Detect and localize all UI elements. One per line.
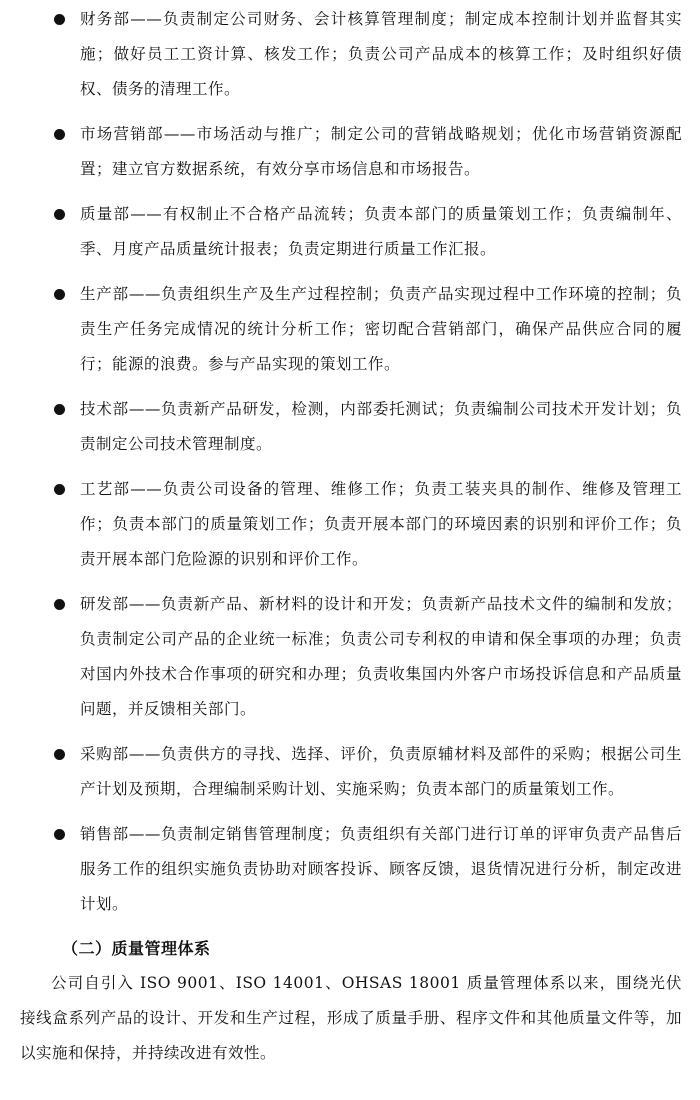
section-paragraph: 公司自引入 ISO 9001、ISO 14001、OHSAS 18001 质量管理体系以来，围绕光伏接线盒系列产品的设计、开发和生产过程，形成了质量手册、程序文件和其他质量文件等，加以实施和保持，并持续改进有效性。 [20, 974, 682, 1062]
list-item-technology [18, 392, 682, 462]
list-item-text: 工艺部——负责公司设备的管理、维修工作；负责工装夹具的制作、维修及管理工作；负责本部门的质量策划工作；负责开展本部门的环境因素的识别和评价工作；负责开展本部门危险源的识别和评价工作。 [80, 480, 682, 568]
list-item-text: 财务部——负责制定公司财务、会计核算管理制度；制定成本控制计划并监督其实施；做好员工工资计算、核发工作；负责公司产品成本的核算工作；及时组织好债权、债务的清理工作。 [80, 10, 682, 98]
list-item-text: 市场营销部——市场活动与推广；制定公司的营销战略规划；优化市场营销资源配置；建立官方数据系统，有效分享市场信息和市场报告。 [80, 125, 682, 178]
list-item-sales [18, 817, 682, 922]
bullet-icon [54, 749, 65, 760]
list-item-process [18, 472, 682, 577]
list-item-finance [18, 2, 682, 107]
section-heading: （二）质量管理体系 [62, 939, 211, 958]
bullet-icon [54, 209, 65, 220]
bullet-icon [54, 829, 65, 840]
bullet-icon [54, 14, 65, 25]
bullet-icon [54, 599, 65, 610]
list-item-text: 研发部——负责新产品、新材料的设计和开发；负责新产品技术文件的编制和发放；负责制定公司产品的企业统一标准；负责公司专利权的申请和保全事项的办理；负责对国内外技术合作事项的研究和办理；负责收集国内外客户市场投诉信息和产品质量问题，并反馈相关部门。 [80, 595, 682, 718]
list-item-marketing [18, 117, 682, 187]
list-item-rnd [18, 587, 682, 727]
list-item-text: 销售部——负责制定销售管理制度；负责组织有关部门进行订单的评审负责产品售后服务工作的组织实施负责协助对顾客投诉、顾客反馈，退货情况进行分析，制定改进计划。 [80, 825, 682, 913]
list-item-quality [18, 197, 682, 267]
list-item-text: 生产部——负责组织生产及生产过程控制；负责产品实现过程中工作环境的控制；负责生产任务完成情况的统计分析工作；密切配合营销部门，确保产品供应合同的履行；能源的浪费。参与产品实现的策划工作。 [80, 285, 682, 373]
list-item-text: 技术部——负责新产品研发，检测，内部委托测试；负责编制公司技术开发计划；负责制定公司技术管理制度。 [80, 400, 682, 453]
list-item-text: 质量部——有权制止不合格产品流转；负责本部门的质量策划工作；负责编制年、季、月度产品质量统计报表；负责定期进行质量工作汇报。 [80, 205, 682, 258]
bullet-icon [54, 484, 65, 495]
list-item-production [18, 277, 682, 382]
department-list [18, 2, 682, 922]
list-item-purchasing [18, 737, 682, 807]
bullet-icon [54, 289, 65, 300]
bullet-icon [54, 129, 65, 140]
bullet-icon [54, 404, 65, 415]
list-item-text: 采购部——负责供方的寻找、选择、评价，负责原辅材料及部件的采购；根据公司生产计划及预期，合理编制采购计划、实施采购；负责本部门的质量策划工作。 [80, 745, 682, 798]
